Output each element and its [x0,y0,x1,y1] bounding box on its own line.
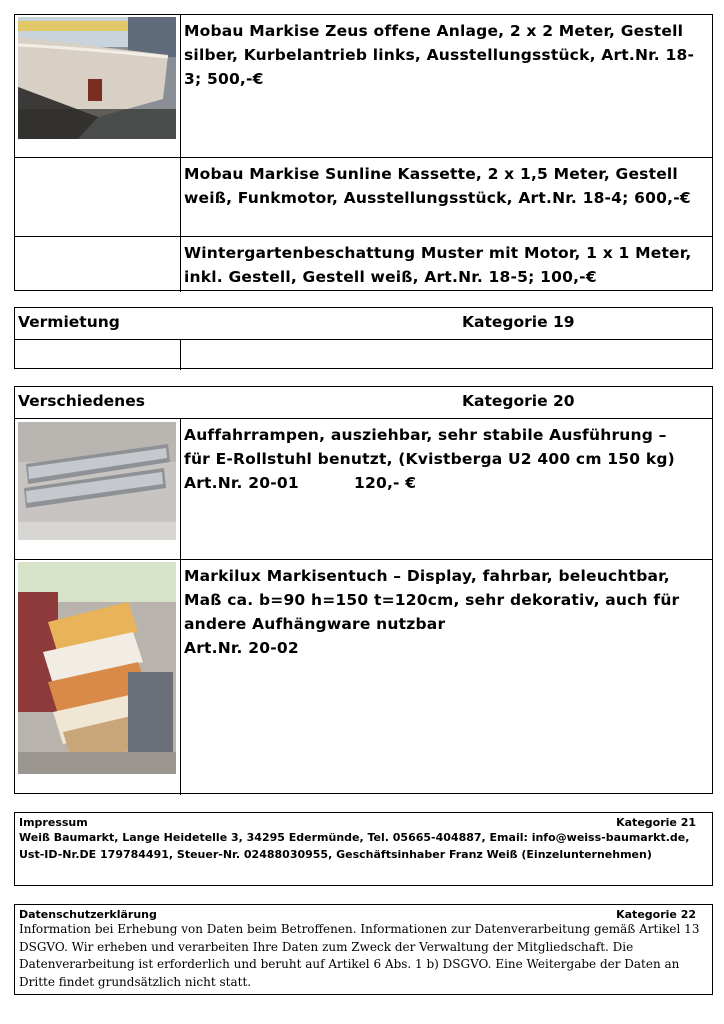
item-description: Mobau Markise Zeus offene Anlage, 2 x 2 Meter, Gestell silber, Kurbelantrieb links, Ausstellungsstück, Art.Nr. 18-3; 500,-€ [184,22,695,88]
item-description: Mobau Markise Sunline Kassette, 2 x 1,5 Meter, Gestell weiß, Funkmotor, Ausstellungsstück, Art.Nr. 18-4; 600,-€ [184,165,691,207]
item-description [181,419,712,560]
image-cell [15,340,181,370]
category-number: Kategorie 19 [462,313,575,331]
awning-photo [18,17,176,139]
display-rack-photo [18,562,176,774]
image-cell [15,237,181,292]
item-price: 120,- € [354,474,417,492]
vermietung-table [14,307,713,369]
category-header [15,308,712,338]
table-row [15,418,712,560]
section-title: Impressum [19,816,88,829]
category-title: Vermietung [18,313,120,331]
impressum-text: Weiß Baumarkt, Lange Heidetelle 3, 34295 Edermünde, Tel. 05665-404887, Email: info@weiss-baumarkt.de, Ust-ID-Nr.DE 179784491, Steuer-Nr. 02488030955, Geschäftsinhaber Franz Weiß (Einzelunternehmen) [19,831,690,861]
impressum-box [14,812,713,886]
datenschutz-box [14,904,713,995]
item-line: Auffahrrampen, ausziehbar, sehr stabile Ausführung – [184,426,667,444]
table-row [15,15,712,157]
category-header [15,387,712,417]
datenschutz-text: Information bei Erhebung von Daten beim Betroffenen. Informationen zur Datenverarbeitung gemäß Artikel 13 DSGVO. Wir erheben und verarbeiten Ihre Daten zum Zweck der Verwaltung der Mitgliedschaft. Die Datenverarbeitung ist erforderlich und beruht auf Artikel 6 Abs. 1 b) DSGVO. Eine Weitergabe der Daten an Dritte findet grundsätzlich nicht statt. [19,922,700,989]
category-title: Verschiedenes [18,392,145,410]
verschiedenes-table [14,386,713,794]
section-header [15,813,712,829]
section-header [15,905,712,921]
table-row [15,559,712,795]
ramps-photo [18,422,176,540]
awnings-table [14,14,713,291]
item-text: Markilux Markisentuch – Display, fahrbar, beleuchtbar, Maß ca. b=90 h=150 t=120cm, sehr dekorativ, auch für andere Aufhängware nutzbar [184,567,680,633]
image-cell [15,15,181,157]
item-description [181,560,712,795]
image-cell [15,158,181,237]
image-cell [15,419,181,560]
table-row [15,236,712,292]
image-cell [15,560,181,795]
table-row [15,339,712,370]
item-artnr: Art.Nr. 20-01 [184,474,299,492]
item-artnr-price [184,471,706,495]
section-title: Datenschutzerklärung [19,908,157,921]
category-number: Kategorie 20 [462,392,575,410]
item-description: Wintergartenbeschattung Muster mit Motor, 1 x 1 Meter, inkl. Gestell, Gestell weiß, Art.Nr. 18-5; 100,-€ [184,244,692,286]
section-category: Kategorie 22 [616,908,696,921]
section-category: Kategorie 21 [616,816,696,829]
item-line: für E-Rollstuhl benutzt, (Kvistberga U2 400 cm 150 kg) [184,450,675,468]
table-row [15,157,712,237]
item-artnr: Art.Nr. 20-02 [184,639,299,657]
